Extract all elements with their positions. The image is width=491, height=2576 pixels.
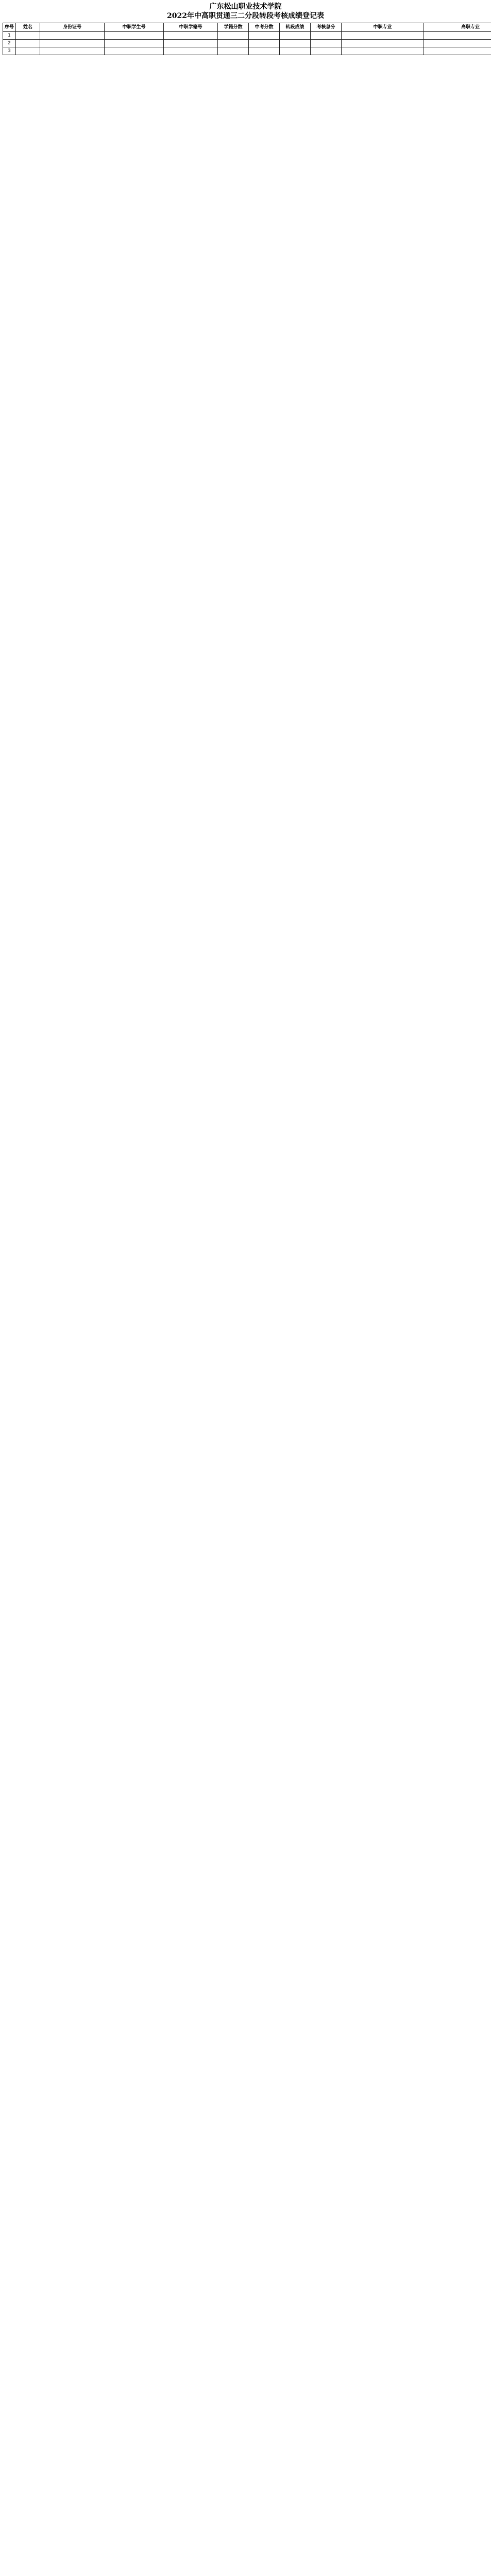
col-header-transfer-score: 转段成绩 [280,23,311,32]
score-record-table [3,23,491,55]
cell-id-number [40,40,105,47]
col-header-exam-score: 中考分数 [249,23,280,32]
document-header [0,0,491,21]
document-title-record: 2022年中高职贯通三二分段转段考核成绩登记表 [167,12,324,20]
cell-enrollment-score [218,32,249,40]
cell-enrollment-score [218,47,249,55]
cell-student-number [105,32,164,40]
cell-index: 1 [3,32,16,40]
table-body [3,32,491,55]
col-header-enrollment-number: 中职学籍号 [164,23,218,32]
cell-secondary-major [342,47,424,55]
cell-total-score [311,32,342,40]
cell-higher-major [424,32,491,40]
cell-secondary-major [342,32,424,40]
col-header-student-number: 中职学生号 [105,23,164,32]
document-title-school: 广东松山职业技术学院 [209,3,282,11]
col-header-id-number: 身份证号 [40,23,105,32]
cell-index: 2 [3,40,16,47]
col-header-name: 姓名 [16,23,40,32]
cell-enrollment-number [164,32,218,40]
cell-student-number [105,47,164,55]
cell-enrollment-score [218,40,249,47]
cell-exam-score [249,40,280,47]
cell-id-number [40,32,105,40]
cell-transfer-score [280,40,311,47]
cell-higher-major [424,47,491,55]
cell-id-number [40,47,105,55]
col-header-higher-major: 高职专业 [424,23,491,32]
col-header-enrollment-score: 学籍分数 [218,23,249,32]
table-header-row [3,23,491,32]
cell-higher-major [424,40,491,47]
cell-transfer-score [280,47,311,55]
cell-total-score [311,47,342,55]
col-header-total-score: 考核总分 [311,23,342,32]
cell-index: 3 [3,47,16,55]
col-header-secondary-major: 中职专业 [342,23,424,32]
cell-exam-score [249,47,280,55]
table-row [3,40,491,47]
cell-enrollment-number [164,40,218,47]
cell-transfer-score [280,32,311,40]
col-header-index: 序号 [3,23,16,32]
cell-enrollment-number [164,47,218,55]
table-row [3,47,491,55]
cell-student-number [105,40,164,47]
cell-name [16,32,40,40]
cell-name [16,40,40,47]
cell-secondary-major [342,40,424,47]
table-row [3,32,491,40]
cell-name [16,47,40,55]
cell-exam-score [249,32,280,40]
cell-total-score [311,40,342,47]
